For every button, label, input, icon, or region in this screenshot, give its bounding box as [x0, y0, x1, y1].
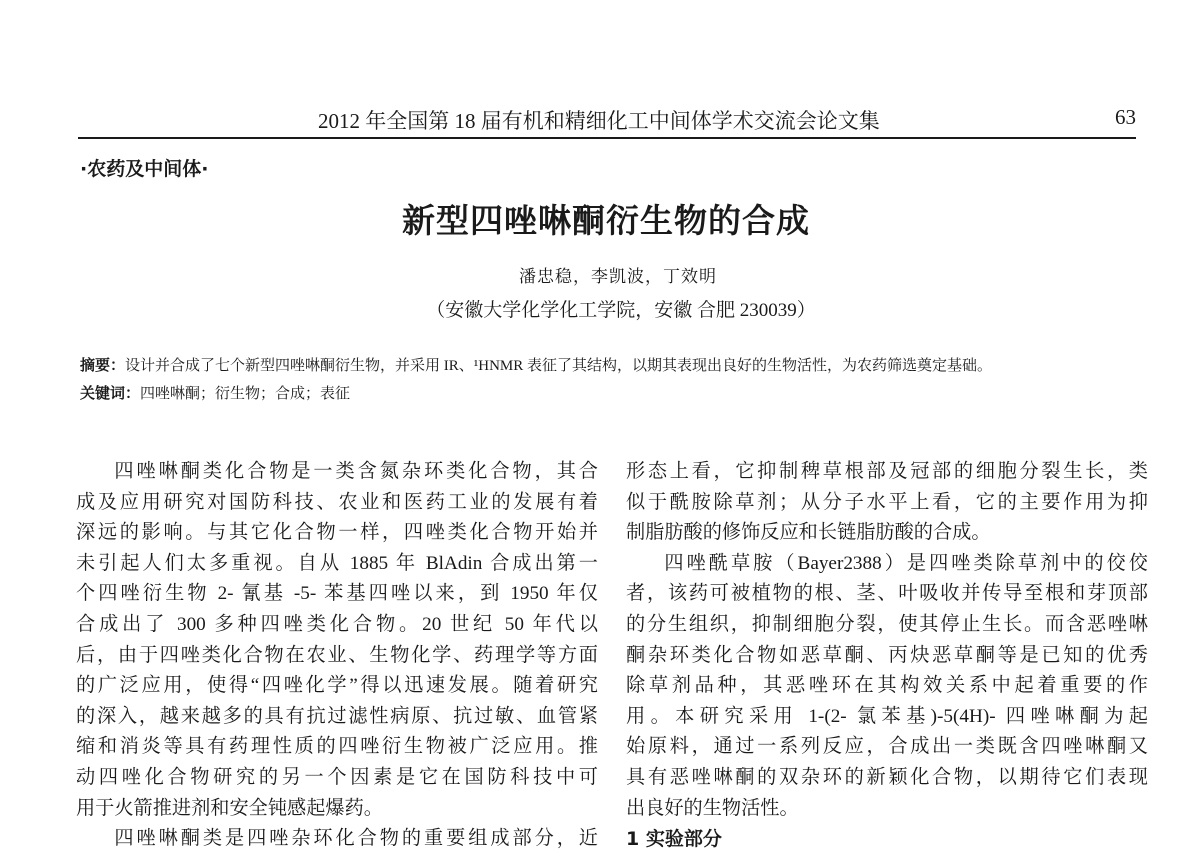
- text-line: 出良好的生物活性。: [626, 797, 799, 819]
- text-line: 个四唑衍生物 2- 氰基 -5- 苯基四唑以来，到 1950 年仅: [76, 583, 598, 605]
- section-tag: ·农药及中间体·: [80, 158, 209, 180]
- body-column-right: [626, 457, 1148, 855]
- text-line: 似于酰胺除草剂；从分子水平上看，它的主要作用为抑: [626, 491, 1148, 513]
- text-line: 具有恶唑啉酮的双杂环的新颖化合物，以期待它们表现: [626, 766, 1148, 788]
- keywords: [80, 382, 350, 403]
- text-line: 后，由于四唑类化合物在农业、生物化学、药理学等方面: [76, 644, 598, 666]
- text-line: 酮杂环类化合物如恶草酮、丙炔恶草酮等是已知的优秀: [626, 644, 1148, 666]
- text-line: 缩和消炎等具有药理性质的四唑衍生物被广泛应用。推: [76, 736, 598, 758]
- journal-title: 2012 年全国第 18 届有机和精细化工中间体学术交流会论文集: [318, 109, 880, 133]
- text-line: 成及应用研究对国防科技、农业和医药工业的发展有着: [76, 491, 598, 513]
- text-line: 用。本研究采用 1-(2- 氯苯基)-5(4H)- 四唑啉酮为起: [626, 705, 1148, 727]
- abstract: [80, 354, 992, 375]
- text-line: 四唑啉酮类是四唑杂环化合物的重要组成部分，近: [114, 828, 598, 850]
- affiliation: （安徽大学化学化工学院，安徽 合肥 230039）: [426, 300, 816, 321]
- text-line: 者，该药可被植物的根、茎、叶吸收并传导至根和芽顶部: [626, 583, 1148, 605]
- paper-title: 新型四唑啉酮衍生物的合成: [402, 201, 810, 240]
- abstract-label: 摘要：: [80, 356, 126, 374]
- text-line: 除草剂品种，其恶唑环在其构效关系中起着重要的作: [626, 675, 1148, 697]
- text-line: 制脂肪酸的修饰反应和长链脂肪酸的合成。: [626, 522, 991, 544]
- text-line: 四唑酰草胺（Bayer2388）是四唑类除草剂中的佼佼: [664, 552, 1148, 574]
- text-line: 形态上看，它抑制稗草根部及冠部的细胞分裂生长，类: [626, 461, 1148, 482]
- text-line: 四唑啉酮类化合物是一类含氮杂环类化合物，其合: [114, 461, 598, 482]
- page-number: 63: [1115, 105, 1136, 129]
- keywords-text: 四唑啉酮；衍生物；合成；表征: [140, 386, 351, 402]
- abstract-text: 设计并合成了七个新型四唑啉酮衍生物，并采用 IR、¹HNMR 表征了其结构，以期其表现出良好的生物活性，为农药筛选奠定基础。: [125, 358, 993, 374]
- section-heading: 1 实验部分: [626, 828, 722, 851]
- body-column-left: [76, 457, 598, 855]
- text-line: 用于火箭推进剂和安全钝感起爆药。: [76, 797, 383, 819]
- text-line: 的广泛应用，使得“四唑化学”得以迅速发展。随着研究: [76, 675, 598, 697]
- text-line: 的分生组织，抑制细胞分裂，使其停止生长。而含恶唑啉: [626, 613, 1148, 635]
- running-header: [78, 103, 1136, 139]
- text-line: 动四唑化合物研究的另一个因素是它在国防科技中可: [76, 766, 598, 788]
- text-line: 的深入，越来越多的具有抗过滤性病原、抗过敏、血管紧: [76, 705, 598, 727]
- authors: 潘忠稳，李凯波，丁效明: [519, 267, 717, 287]
- keywords-label: 关键词：: [80, 384, 141, 402]
- text-line: 未引起人们太多重视。自从 1885 年 BlAdin 合成出第一: [76, 552, 598, 574]
- text-line: 合成出了 300 多种四唑类化合物。20 世纪 50 年代以: [76, 613, 598, 635]
- text-line: 深远的影响。与其它化合物一样，四唑类化合物开始并: [76, 522, 598, 544]
- text-line: 始原料，通过一系列反应，合成出一类既含四唑啉酮又: [626, 736, 1148, 758]
